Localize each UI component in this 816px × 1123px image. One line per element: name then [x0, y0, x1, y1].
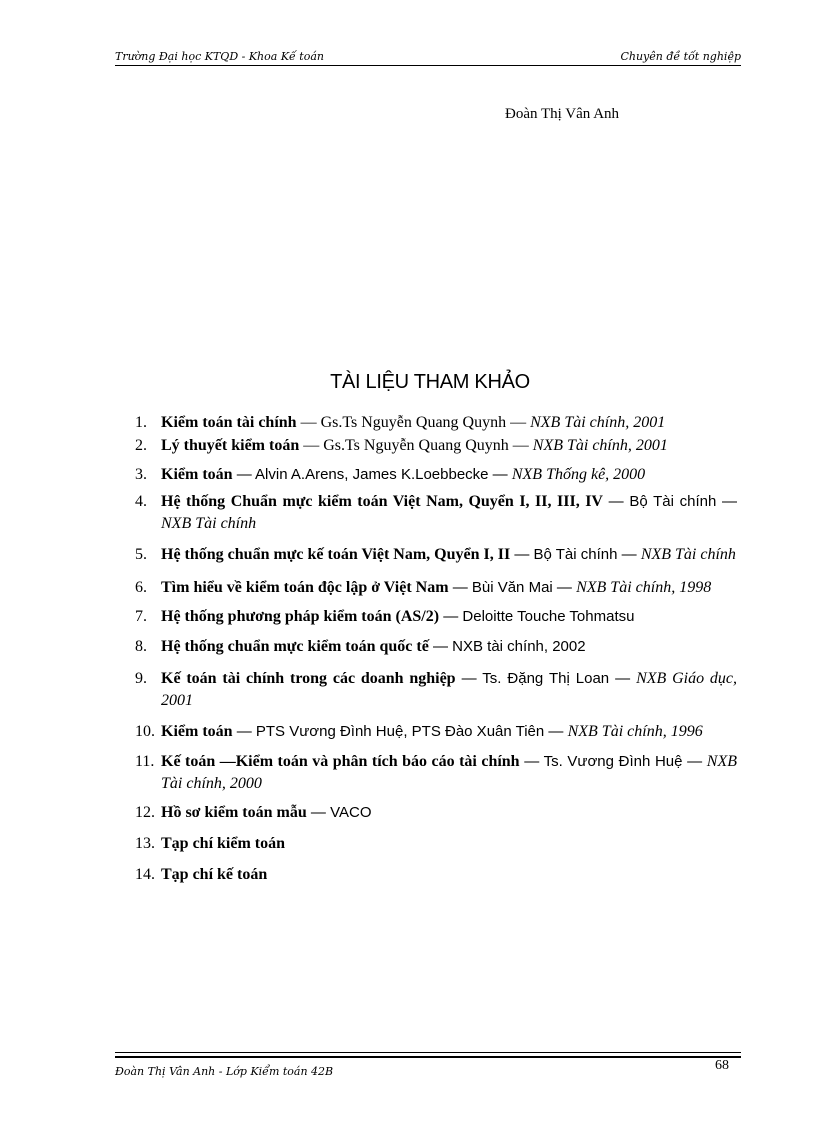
reference-number: 14.: [135, 866, 155, 883]
reference-number: 12.: [135, 804, 155, 821]
title-text: TÀI LIỆU THAM KHẢO: [330, 371, 530, 393]
reference-item: [135, 751, 737, 795]
reference-publisher: NXB Thống kê, 2000: [511, 466, 646, 483]
footer-rule: [115, 1052, 741, 1053]
footer-author-class: Đoàn Thị Vân Anh - Lớp Kiểm toán 42B: [115, 1065, 334, 1078]
reference-author: — Gs.Ts Nguyễn Quang Quynh —: [299, 437, 533, 454]
reference-title: Kế toán tài chính trong các doanh nghiệp: [161, 670, 456, 687]
reference-number: 2.: [135, 437, 147, 454]
reference-number: 4.: [135, 493, 147, 510]
page-number: 68: [715, 1058, 729, 1073]
reference-publisher: NXB Tài chính, 2001: [530, 414, 666, 431]
reference-number: 10.: [135, 723, 155, 740]
reference-number: 11.: [135, 753, 155, 770]
reference-title: Kiểm toán: [161, 466, 233, 483]
reference-author: — VACO: [306, 804, 372, 821]
reference-item: [135, 577, 737, 599]
reference-title: Tạp chí kiểm toán: [161, 835, 286, 852]
reference-list: [135, 413, 737, 885]
reference-item: [135, 607, 737, 627]
reference-title: Hệ thống chuẩn mực kiểm toán quốc tế: [161, 638, 429, 655]
reference-item: [135, 637, 737, 657]
reference-author: — Bộ Tài chính —: [603, 493, 737, 510]
reference-title: Lý thuyết kiểm toán: [161, 437, 300, 454]
reference-item: [135, 465, 737, 485]
reference-author: — Gs.Ts Nguyễn Quang Quynh —: [296, 414, 531, 431]
author-name: Đoàn Thị Vân Anh: [505, 106, 620, 122]
reference-author: — NXB tài chính, 2002: [428, 638, 586, 655]
page-footer: [115, 1052, 741, 1082]
reference-item: [135, 865, 737, 885]
reference-number: 1.: [135, 414, 147, 431]
header-rule: [115, 65, 741, 66]
reference-item: [135, 721, 737, 743]
reference-author: — Ts. Đặng Thị Loan —: [455, 670, 637, 687]
reference-number: 13.: [135, 835, 155, 852]
reference-author: — Bộ Tài chính —: [510, 546, 641, 563]
reference-item: [135, 834, 737, 854]
reference-number: 6.: [135, 579, 147, 596]
header-school: Trường Đại học KTQD - Khoa Kế toán: [115, 50, 324, 63]
reference-author: — Ts. Vương Đình Huệ —: [519, 753, 707, 770]
page-title: [0, 371, 816, 394]
reference-publisher: NXB Tài chính, 2000: [161, 753, 737, 792]
reference-publisher: NXB Tài chính: [161, 515, 257, 532]
footer-rule-thick: [115, 1056, 741, 1058]
reference-title: Kiểm toán tài chính: [161, 414, 297, 431]
reference-publisher: NXB Giáo dục, 2001: [161, 670, 738, 709]
reference-item: [135, 545, 737, 565]
reference-title: Tạp chí kế toán: [161, 866, 268, 883]
reference-author: — Alvin A.Arens, James K.Loebbecke —: [232, 466, 512, 483]
reference-item: [135, 668, 737, 712]
reference-publisher: NXB Tài chính, 2001: [532, 437, 668, 454]
reference-item: [135, 437, 737, 455]
reference-title: Hồ sơ kiểm toán mẫu: [161, 804, 307, 821]
reference-number: 3.: [135, 466, 147, 483]
reference-author: — Deloitte Touche Tohmatsu: [439, 608, 635, 625]
header-report-type: Chuyên đề tốt nghiệp: [620, 50, 741, 63]
reference-number: 7.: [135, 608, 147, 625]
reference-title: Kế toán —Kiểm toán và phân tích báo cáo tài chính: [161, 753, 520, 770]
reference-item: [135, 491, 737, 535]
page-header: [115, 48, 741, 66]
reference-publisher: NXB Tài chính, 1996: [567, 723, 703, 740]
reference-publisher: NXB Tài chính: [640, 546, 736, 563]
reference-title: Tìm hiểu về kiểm toán độc lập ở Việt Nam: [161, 579, 449, 596]
reference-title: Hệ thống Chuẩn mực kiểm toán Việt Nam, Quyển I, II, III, IV: [161, 493, 603, 510]
reference-title: Hệ thống phương pháp kiểm toán (AS/2): [161, 608, 440, 625]
reference-title: Kiểm toán: [161, 723, 233, 740]
reference-item: [135, 803, 737, 823]
reference-number: 5.: [135, 546, 147, 563]
reference-number: 8.: [135, 638, 147, 655]
reference-item: [135, 413, 737, 433]
reference-author: — Bùi Văn Mai —: [448, 579, 577, 596]
reference-title: Hệ thống chuẩn mực kế toán Việt Nam, Quyển I, II: [161, 546, 511, 563]
reference-publisher: NXB Tài chính, 1998: [576, 579, 712, 596]
reference-number: 9.: [135, 670, 147, 687]
reference-author: — PTS Vương Đình Huệ, PTS Đào Xuân Tiên —: [232, 723, 568, 740]
